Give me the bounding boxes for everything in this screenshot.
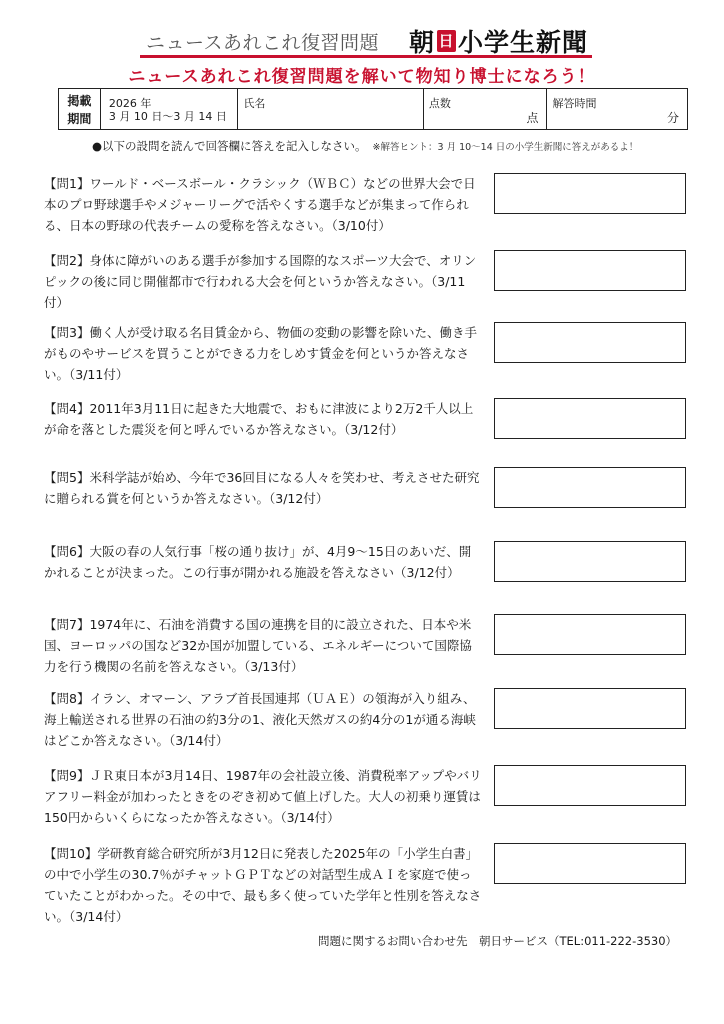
question-text: 身体に障がいのある選手が参加する国際的なスポーツ大会で、オリンピックの後に同じ開催都市で行われる大会を何というか答えなさい。（3/11付）	[44, 253, 477, 310]
question-5	[44, 467, 482, 509]
answer-box-10[interactable]	[494, 843, 686, 884]
question-8	[44, 688, 482, 751]
name-label: 氏名	[243, 97, 266, 110]
answer-box-7[interactable]	[494, 614, 686, 655]
time-field[interactable]	[547, 89, 687, 129]
question-number: 【問6】	[44, 544, 90, 559]
question-text: イラン、オマーン、アラブ首長国連邦（ＵＡＥ）の領海が入り組み、海上輸送される世界の石油の約3分の1、液化天然ガスの約4分の1が通る海峡はどこか答えなさい。（3/14付）	[44, 691, 476, 748]
brand-logo	[409, 23, 588, 59]
name-field[interactable]	[238, 89, 423, 129]
period-range: 3 月 10 日～3 月 14 日	[108, 110, 227, 123]
question-9	[44, 765, 482, 828]
answer-box-1[interactable]	[494, 173, 686, 214]
header-subtitle: ニュースあれこれ復習問題	[146, 32, 380, 54]
brand-post: 小学生新聞	[457, 28, 588, 57]
score-label: 点数	[428, 97, 451, 110]
answer-box-9[interactable]	[494, 765, 686, 806]
question-number: 【問1】	[44, 176, 90, 191]
question-text: 1974年に、石油を消費する国の連携を目的に設立された、日本や米国、ヨーロッパの国など32か国が加盟している、エネルギーについて国際協力を行う機関の名前を答えなさい。（3/13付）	[44, 617, 472, 674]
question-text: 米科学誌が始め、今年で36回目になる人々を笑わせ、考えさせた研究に贈られる賞を何というか答えなさい。（3/12付）	[44, 470, 480, 506]
brand-mark-icon: 日	[438, 32, 455, 50]
answer-box-8[interactable]	[494, 688, 686, 729]
score-unit: 点	[526, 111, 539, 125]
question-text: 働く人が受け取る名目賃金から、物価の変動の影響を除いた、働き手がものやサービスを買うことができる力をしめす賃金を何というか答えなさい。（3/11付）	[44, 325, 477, 382]
question-1	[44, 173, 482, 236]
question-number: 【問2】	[44, 253, 90, 268]
tagline: ニュースあれこれ復習問題を解いて物知り博士になろう！	[128, 67, 596, 87]
question-number: 【問5】	[44, 470, 90, 485]
brand-pre: 朝	[408, 28, 435, 57]
time-label: 解答時間	[552, 97, 597, 110]
question-number: 【問8】	[44, 691, 90, 706]
question-text: 学研教育総合研究所が3月12日に発表した2025年の「小学生白書」の中で小学生の30.7％がチャットＧＰＴなどの対話型生成ＡＩを家庭で使っていたことがわかった。その中で、最も多く使っていた学年と性別を答えなさい。（3/14付）	[44, 846, 482, 924]
period-label-top: 掲載	[67, 94, 92, 108]
time-unit: 分	[666, 111, 679, 125]
question-2	[44, 250, 482, 313]
answer-box-6[interactable]	[494, 541, 686, 582]
page-header	[140, 22, 592, 58]
question-number: 【問3】	[44, 325, 90, 340]
answer-box-2[interactable]	[494, 250, 686, 291]
question-text: ワールド・ベースボール・クラシック（ＷＢＣ）などの世界大会で日本のプロ野球選手やメジャーリーグで活やくする選手などが集まって作られる、日本の野球の代表チームの愛称を答えなさい。（3/10付）	[44, 176, 476, 233]
answer-box-3[interactable]	[494, 322, 686, 363]
question-6	[44, 541, 482, 583]
question-4	[44, 398, 482, 440]
score-field[interactable]	[424, 89, 548, 129]
answer-box-4[interactable]	[494, 398, 686, 439]
instruction-text: ●以下の設問を読んで回答欄に答えを記入しなさい。	[92, 139, 367, 153]
question-number: 【問7】	[44, 617, 90, 632]
period-label-bottom: 期間	[67, 112, 92, 126]
question-text: ＪＲ東日本が3月14日、1987年の会社設立後、消費税率アップやバリアフリー料金が加わったときをのぞき初めて値上げした。大人の初乗り運賃は150円からいくらになったか答えなさい。（3/14付）	[44, 768, 482, 825]
hint-text: ※解答ヒント：3 月 10～14 日の小学生新聞に答えがあるよ！	[372, 142, 639, 153]
question-3	[44, 322, 482, 385]
question-number: 【問9】	[44, 768, 90, 783]
period-year: 2026 年	[108, 97, 152, 110]
question-10	[44, 843, 482, 927]
info-table	[58, 88, 688, 130]
answer-box-5[interactable]	[494, 467, 686, 508]
question-7	[44, 614, 482, 677]
contact-footer: 問題に関するお問い合わせ先 朝日サービス（TEL:011-222-3530）	[318, 934, 678, 948]
instruction-line	[92, 139, 712, 155]
question-text: 2011年3月11日に起きた大地震で、おもに津波により2万2千人以上が命を落とした震災を何と呼んでいるか答えなさい。（3/12付）	[44, 401, 474, 437]
question-number: 【問4】	[44, 401, 90, 416]
question-text: 大阪の春の人気行事「桜の通り抜け」が、4月9～15日のあいだ、開かれることが決まった。この行事が開かれる施設を答えなさい（3/12付）	[44, 544, 472, 580]
question-number: 【問10】	[44, 846, 98, 861]
period-label	[59, 89, 101, 129]
period-dates	[101, 89, 239, 129]
